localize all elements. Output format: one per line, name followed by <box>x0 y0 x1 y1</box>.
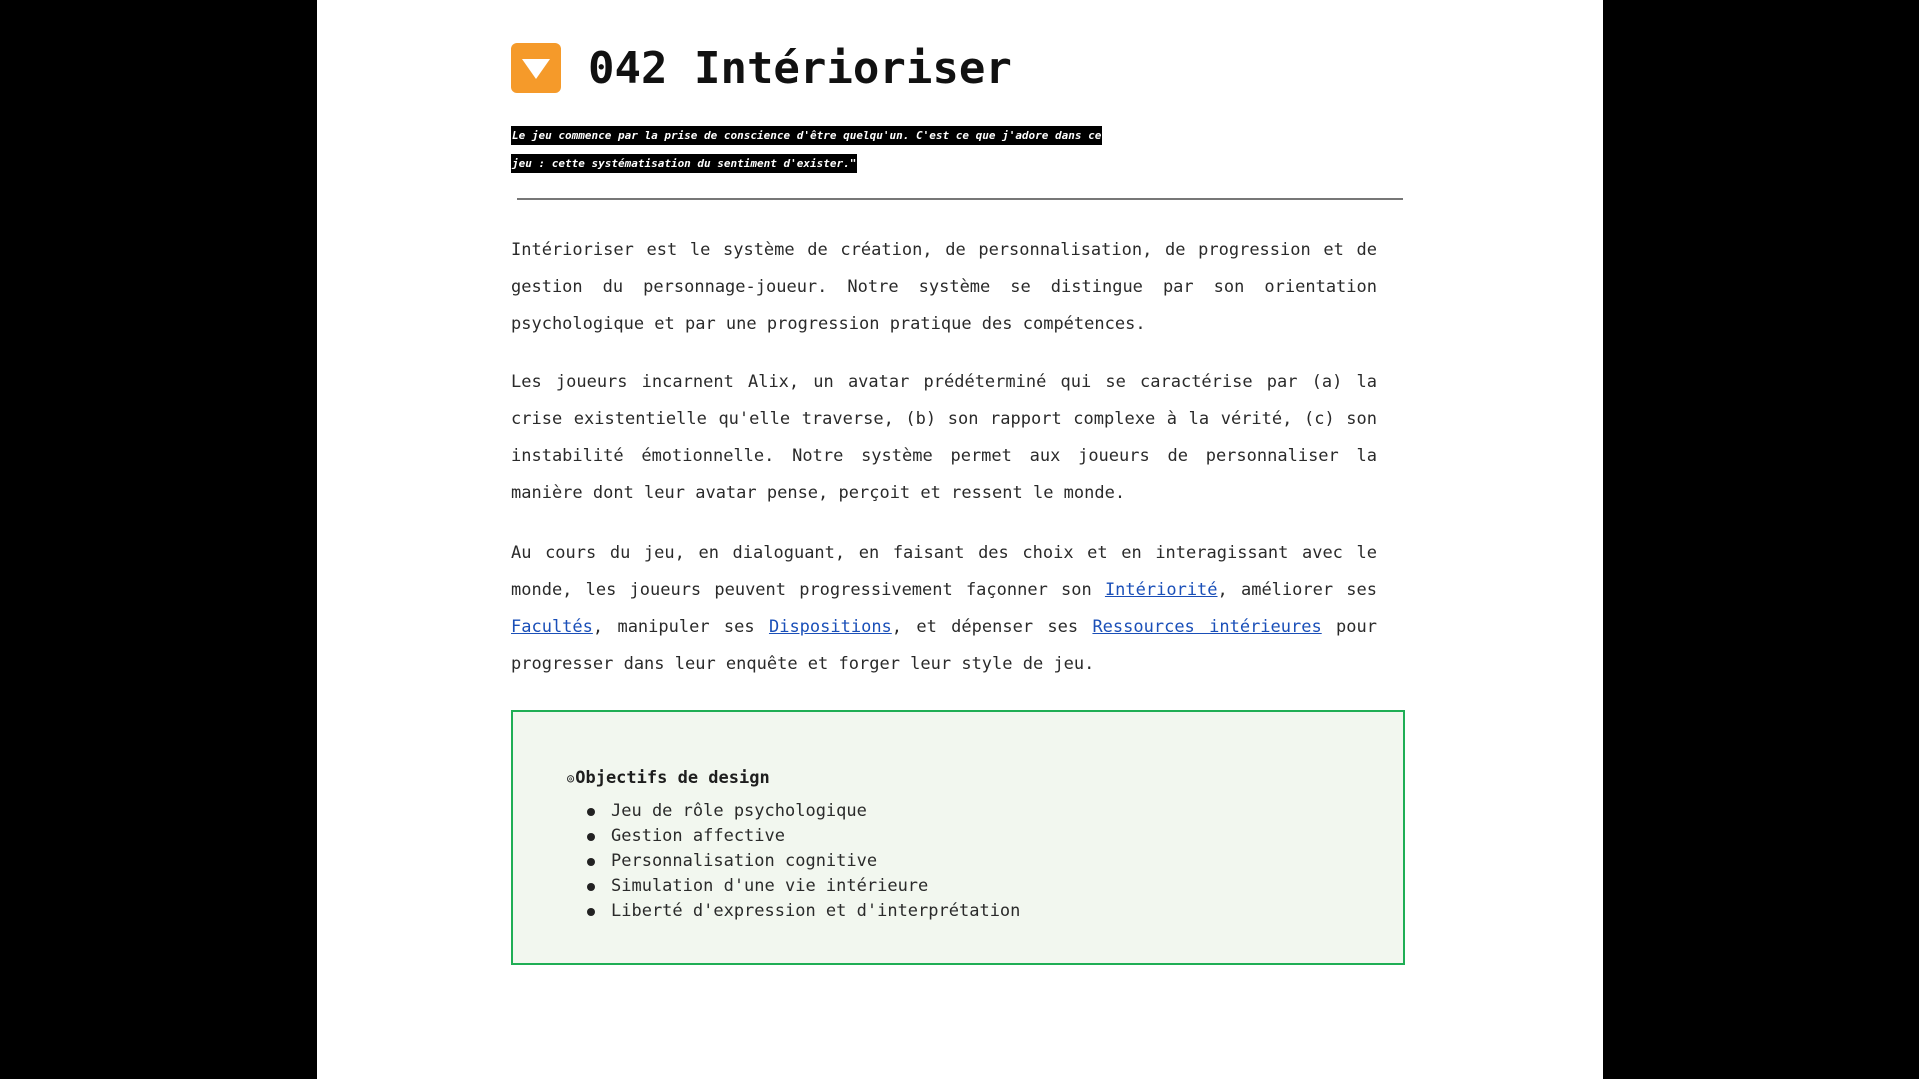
design-goals-callout <box>511 710 1405 965</box>
list-item: Jeu de rôle psychologique <box>583 799 1020 824</box>
list-item: Personnalisation cognitive <box>583 849 1020 874</box>
link-interiorite[interactable]: Intériorité <box>1104 580 1218 600</box>
divider <box>517 198 1403 200</box>
page <box>317 0 1603 1079</box>
epigraph-quote <box>511 122 1211 178</box>
epigraph-line-1: Le jeu commence par la prise de conscience d'être quelqu'un. C'est ce que j'adore dans ce <box>511 126 1102 145</box>
callout-title-text: Objectifs de design <box>575 768 770 788</box>
link-ressources-interieures[interactable]: Ressources intérieures <box>1092 617 1322 637</box>
text-segment: pour progresser dans leur enquête et forger leur style de jeu. <box>511 617 1377 674</box>
list-item: Liberté d'expression et d'interprétation <box>583 899 1020 924</box>
design-goals-list <box>583 799 1020 924</box>
text-segment: , et dépenser ses <box>891 617 1093 637</box>
link-dispositions[interactable]: Dispositions <box>768 617 892 637</box>
page-title <box>511 38 1012 98</box>
paragraph-progression <box>511 535 1377 683</box>
text-segment: , manipuler ses <box>592 617 769 637</box>
text-segment: , améliorer ses <box>1217 580 1377 600</box>
paragraph-intro: Intérioriser est le système de création, de personnalisation, de progression et de gestion du personnage-joueur. Notre système se distingue par son orientation psychologique et par une progression pratique des compétences. <box>511 240 1377 334</box>
orange-down-triangle-icon <box>511 43 561 93</box>
page-title-text: 042 Intérioriser <box>588 42 1012 94</box>
text-segment: Au cours du jeu, en dialoguant, en faisant des choix et en interagissant avec le monde, les joueurs peuvent progressivement façonner son <box>511 543 1377 600</box>
link-facultes[interactable]: Facultés <box>511 617 593 637</box>
target-icon: ◎ <box>567 771 575 785</box>
list-item: Gestion affective <box>583 824 1020 849</box>
callout-title <box>567 768 770 788</box>
list-item: Simulation d'une vie intérieure <box>583 874 1020 899</box>
epigraph-line-2: jeu : cette systématisation du sentiment d'exister." <box>511 154 857 173</box>
paragraph-alix: Les joueurs incarnent Alix, un avatar prédéterminé qui se caractérise par (a) la crise existentielle qu'elle traverse, (b) son rapport complexe à la vérité, (c) son instabilité émotionnelle. Notre système permet aux joueurs de personnaliser la manière dont leur avatar pense, perçoit et ressent le monde. <box>511 372 1377 503</box>
